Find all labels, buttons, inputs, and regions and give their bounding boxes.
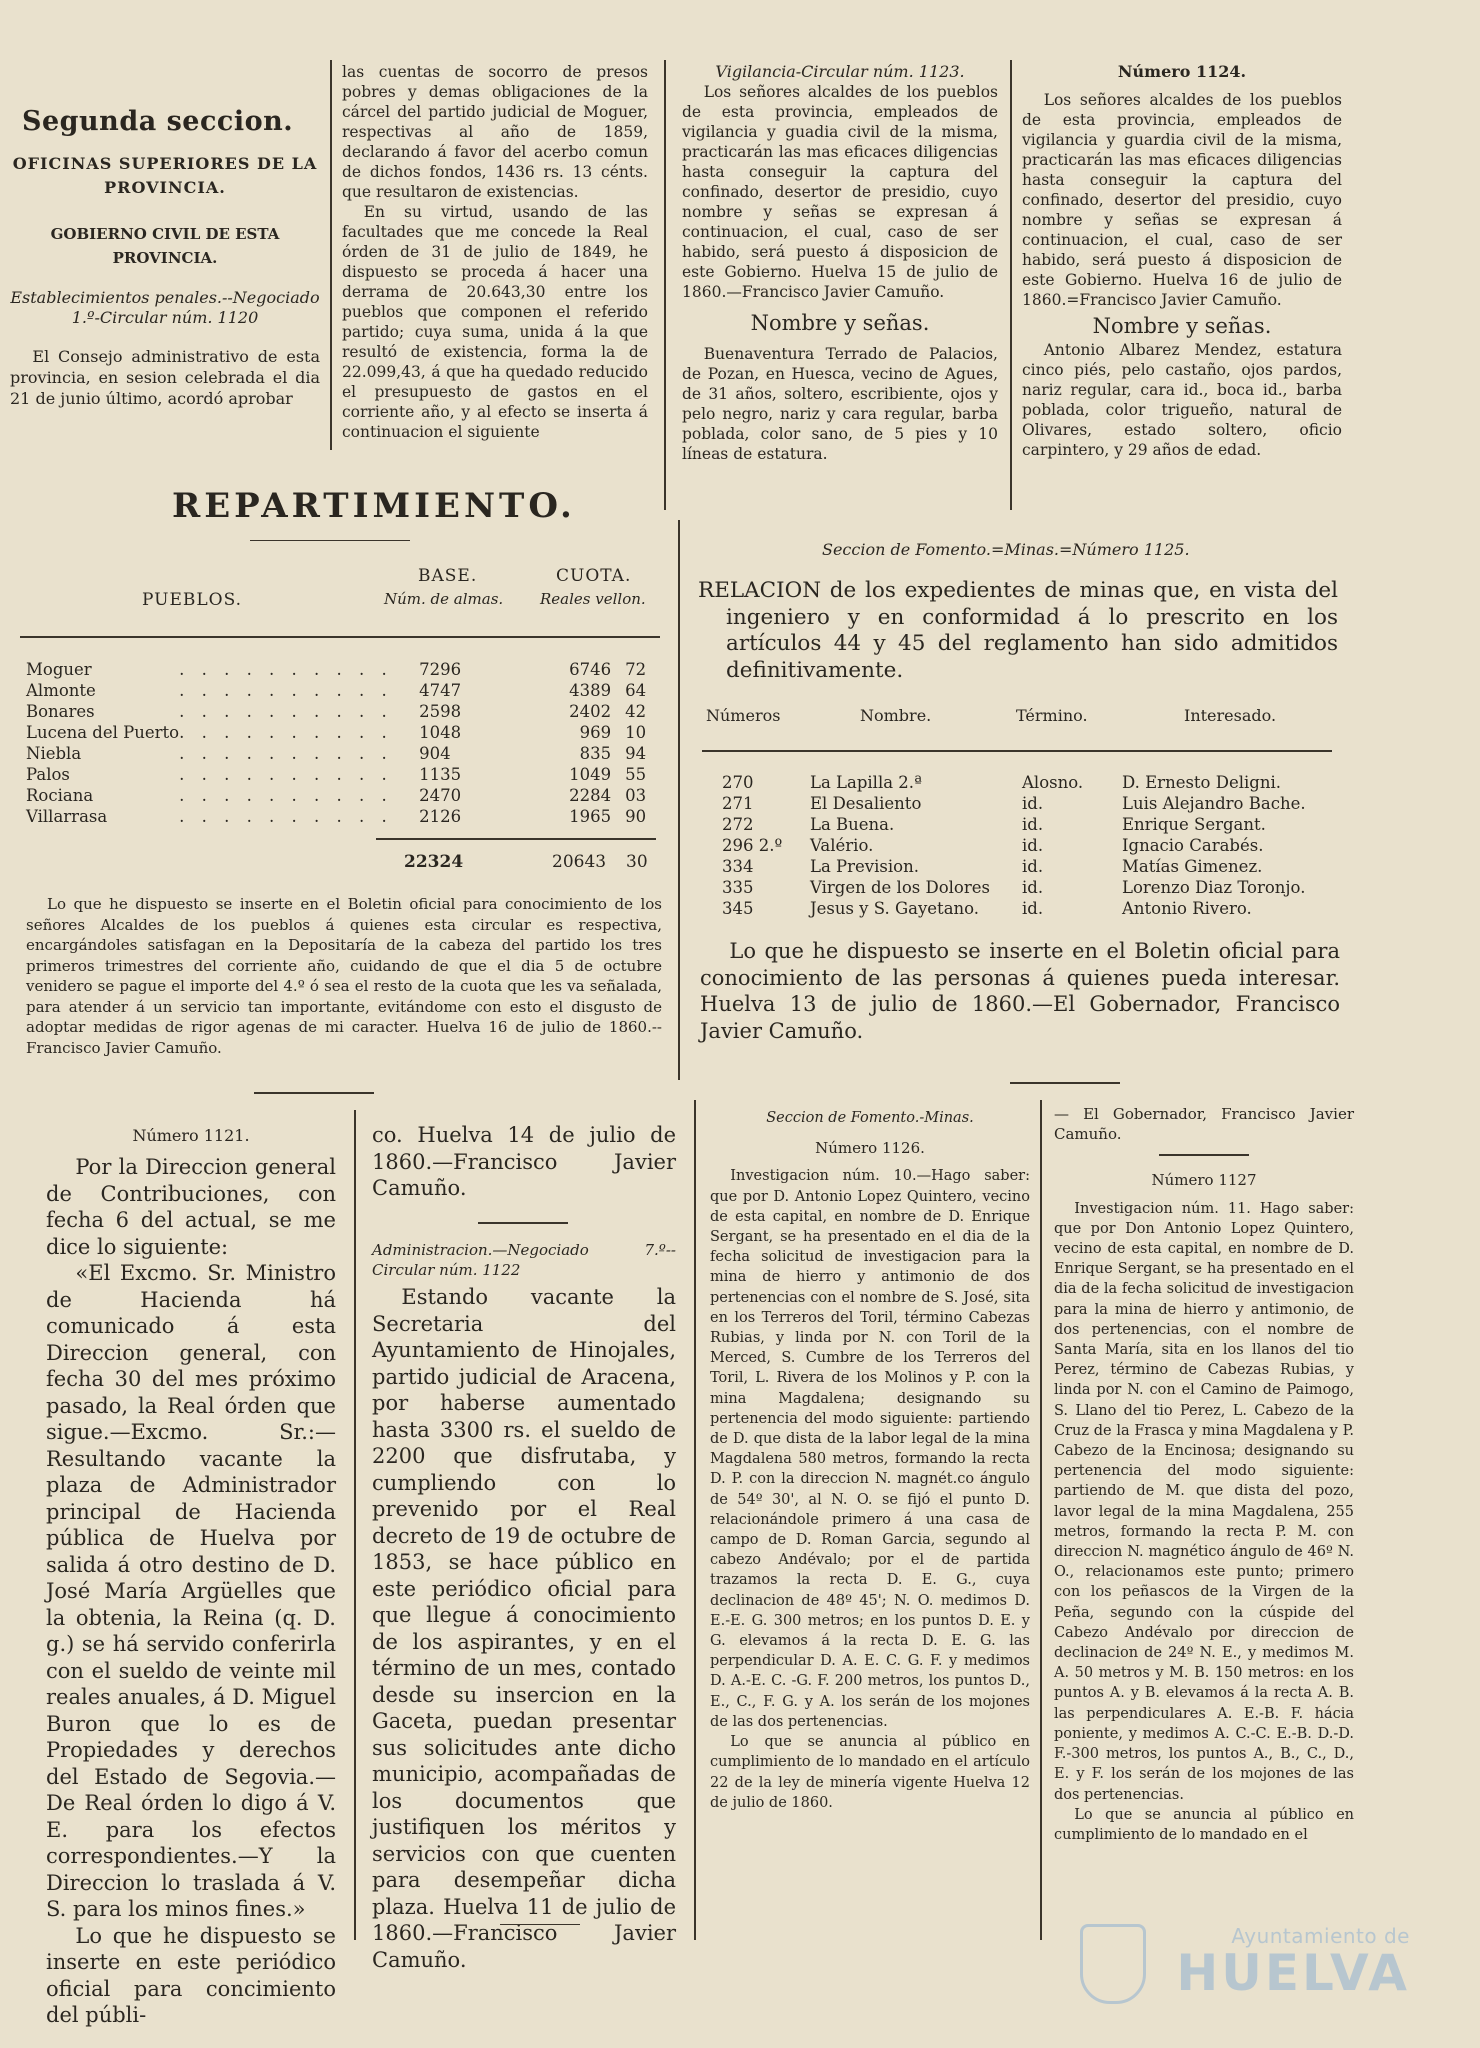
section-rule: [478, 1222, 568, 1224]
dots-cell: . . . . . . . . . .: [179, 681, 393, 700]
repartimiento-closing: [26, 894, 662, 1058]
header-base-sub: Núm. de almas.: [384, 590, 504, 608]
termino-cell: Alosno.: [1022, 773, 1084, 792]
section-title: Segunda seccion.: [22, 106, 294, 137]
numero-1121-p2: «El Excmo. Sr. Ministro de Hacienda há comunicado á esta Direccion general, con fecha 30 del mes próximo pasado, la Real órden que sigue.—Excmo. Sr.:—Resultando vacante la plaza de Administrador principal de Hacienda pública de Huelva por salida á otro destino de D. José María Argüelles que la obtenia, la Reina (q. D. g.) se há servido conferirla con el sueldo de veinte mil reales anuales, á D. Miguel Buron que lo es de Propiedades y derechos del Estado de Segovia.—De Real órden lo digo á V. E. para los efectos correspondientes.—Y la Direccion lo traslada á V. S. para los minos fines.»: [46, 1261, 336, 1921]
pueblo-cell: Bonares: [26, 702, 95, 721]
cent-cell: 64: [625, 681, 647, 700]
cent-cell: 42: [625, 702, 647, 721]
pueblo-cell: Almonte: [26, 681, 96, 700]
cuota-cell: 1049: [569, 765, 612, 784]
table-row: [722, 772, 1342, 793]
cent-cell: 94: [625, 744, 647, 763]
repartimiento-table: [26, 659, 665, 827]
relacion-title: [698, 578, 1338, 684]
termino-cell: id.: [1022, 857, 1044, 876]
header-numeros: Números: [706, 706, 781, 725]
dots-cell: . . . . . . . . . .: [179, 807, 393, 826]
segunda-seccion-block: [10, 106, 320, 409]
numero-1126-heading-2: Número 1126.: [815, 1139, 925, 1158]
header-pueblos: PUEBLOS.: [142, 590, 243, 610]
numero-1121-continuation: co. Huelva 14 de julio de 1860.—Francisco Javier Camuño.: [372, 1123, 676, 1200]
interesado-cell: Enrique Sergant.: [1122, 815, 1266, 834]
header-cuota-sub: Reales vellon.: [540, 590, 646, 608]
interesado-cell: Lorenzo Diaz Toronjo.: [1122, 878, 1306, 897]
title-underline: [250, 540, 410, 541]
termino-cell: id.: [1022, 794, 1044, 813]
column-rule: [1040, 1100, 1042, 1940]
interesado-cell: Ignacio Carabés.: [1122, 836, 1264, 855]
cuota-cell: 2284: [569, 786, 612, 805]
dots-cell: . . . . . . . . . .: [179, 744, 393, 763]
column-rule: [354, 1110, 356, 1940]
oficinas-heading: OFICINAS SUPERIORES DE LA PROVINCIA.: [12, 154, 318, 197]
circular-1122-text: Estando vacante la Secretaria del Ayuntamiento de Hinojales, partido judicial de Aracena, por haberse aumentado hasta 3300 rs. el sueldo de 2200 que disfrutaba, y cumpliendo con lo prevenido por el Real decreto de 19 de octubre de 1853, se hace público en este periódico oficial para que llegue á conocimiento de los aspirantes, y en el término de un mes, contado desde su insercion en la Gaceta, puedan presentar sus solicitudes ante dicho municipio, acompañadas de los documentos que justifiquen los méritos y servicios con que cuenten para desempeñar dicha plaza. Huelva 11 de julio de 1860.—Francisco Javier Camuño.: [372, 1285, 676, 1972]
base-cell: 1135: [419, 765, 462, 784]
watermark-line-1: Ayuntamiento de: [1231, 1924, 1410, 1948]
nombre-cell: El Desaliento: [810, 794, 922, 813]
column-rule: [330, 60, 332, 450]
table-row: [26, 743, 665, 764]
total-rule: [376, 838, 656, 840]
cent-cell: 55: [625, 765, 647, 784]
circular-1122-block: [372, 1240, 676, 1973]
termino-cell: id.: [1022, 836, 1044, 855]
cent-cell: 10: [625, 723, 647, 742]
pueblo-cell: Moguer: [26, 660, 92, 679]
numero-1127-sign: — El Gobernador, Francisco Javier Camuño.: [1054, 1105, 1354, 1144]
circular-1123-block: [682, 62, 998, 464]
header-base: BASE.: [418, 566, 478, 586]
header-rule: [20, 636, 660, 638]
circular-1122-heading: Administracion.—Negociado 7.º--Circular núm. 1122: [372, 1241, 676, 1279]
repartimiento-title: REPARTIMIENTO.: [172, 486, 576, 526]
numero-1126-p1: Investigacion núm. 10.—Hago saber: que por D. Antonio Lopez Quintero, vecino de esta capital, en nombre de D. Enrique Sergant, se ha presentado en el dia de la fecha solicitud de investigacion para la mina de hierro y antimonio de dos pertenencias con el nombre de S. José, sita en los Terreros del Toril, término Cabezas Rubias, y linda por N. con Toril de la Merced, S. Cumbre de los Terreros del Toril, L. Rivera de los Molinos y P. con la mina Magdalena; designando su pertenencia del modo siguiente: partiendo de D. que dista de la labor legal de la mina Magdalena 580 metros, formando la recta D. P. con la direccion N. magnét.co ángulo de 54º 30', al N. O. se fijó el punto D. relacionándole primero á una casa de campo de D. Roman Garcia, segundo al cabezo Andévalo; por el de partida trazamos la recta D. E. G., cuya declinacion de 48º 45'; N. O. medimos D. E.-E. G. 300 metros; en los puntos D. E. y G. elevamos á la recta D. E. G. las perpendicular D. A. E. C. G. F. y medimos D. A.-E. C. -G. F. 200 metros, los puntos D., E., C., F. G. y A. los serán de los mojones de las dos pertenencias.: [710, 1168, 1030, 1730]
cuota-cell: 1965: [569, 807, 612, 826]
termino-cell: id.: [1022, 899, 1044, 918]
dots-cell: . . . . . . . . . .: [179, 660, 393, 679]
nombre-cell: Virgen de los Dolores: [810, 878, 990, 897]
circular-1123-text: Los señores alcaldes de los pueblos de esta provincia, empleados de vigilancia y guadia civil de la misma, practicarán las mas eficaces diligencias hasta conseguir la captura del confinado, desertor de presidio, cuyo nombre y señas se expresan á continuacion, el cual, caso de ser habido, será puesto á disposicion de este Gobierno. Huelva 15 de julio de 1860.—Francisco Javier Camuño.: [682, 83, 998, 301]
base-cell: 4747: [419, 681, 462, 700]
numero-1121-block: [46, 1124, 336, 2029]
num-cell: 335: [722, 878, 754, 897]
numero-1124-block: [1022, 62, 1342, 460]
numero-1124-text: Los señores alcaldes de los pueblos de esta provincia, empleados de vigilancia y guardia civil de la misma, practicarán las mas eficaces diligencias hasta conseguir la captura del confinado, desertor del presidio, cuyo nombre y señas se expresan á continuacion, el cual, caso de ser habido, será puesto á disposicion de este Gobierno. Huelva 16 de julio de 1860.=Francisco Javier Camuño.: [1022, 91, 1342, 309]
senas-title-1123: Nombre y señas.: [750, 311, 930, 335]
table-row: [722, 814, 1342, 835]
table-row: [722, 898, 1342, 919]
pueblo-cell: Lucena del Puerto: [26, 723, 180, 742]
numero-1121-p1: Por la Direccion general de Contribuciones, con fecha 6 del actual, se me dice lo siguiente:: [46, 1155, 336, 1259]
gobierno-heading: GOBIERNO CIVIL DE ESTA PROVINCIA.: [50, 225, 280, 267]
nombre-cell: Valério.: [810, 836, 874, 855]
minas-closing: [700, 938, 1340, 1044]
interesado-cell: D. Ernesto Deligni.: [1122, 773, 1281, 792]
table-row: [722, 793, 1342, 814]
column-rule: [694, 1100, 696, 1940]
section-rule: [254, 1092, 374, 1094]
interesado-cell: Luis Alejandro Bache.: [1122, 794, 1306, 813]
virtud-paragraph: En su virtud, usando de las facultades que me concede la Real órden de 31 de julio de 1849, he dispuesto se proceda á hacer una derrama de 20.643,30 entre los pueblos que componen el referido partido; cuya suma, unida á la que resultó de existencia, forma la de 22.099,43, á que ha quedado reducido el presupuesto de gastos en el corriente año, y al efecto se inserta á continuacion el siguiente: [342, 203, 648, 441]
column-rule: [664, 60, 666, 510]
shield-icon: [1080, 1924, 1146, 2004]
section-rule: [1010, 1082, 1120, 1084]
base-cell: 7296: [419, 660, 462, 679]
interesado-cell: Antonio Rivero.: [1122, 899, 1252, 918]
total-base: 22324: [404, 852, 464, 872]
total-cuota: 20643: [552, 852, 607, 872]
numero-1121-heading: Número 1121.: [132, 1126, 250, 1145]
termino-cell: id.: [1022, 815, 1044, 834]
num-cell: 334: [722, 857, 754, 876]
cuentas-block: [342, 62, 648, 442]
base-cell: 2470: [419, 786, 462, 805]
numero-1127-heading: Número 1127: [1151, 1171, 1257, 1190]
table-row: [722, 835, 1342, 856]
nombre-cell: La Lapilla 2.ª: [810, 773, 922, 792]
interesado-cell: Matías Gimenez.: [1122, 857, 1263, 876]
column-rule: [678, 520, 680, 1080]
numero-1127-block: [1054, 1104, 1354, 1845]
minas-table: [722, 772, 1342, 919]
senas-title-1124: Nombre y señas.: [1092, 314, 1272, 338]
minas-header-rule: [702, 750, 1332, 752]
pueblo-cell: Rociana: [26, 786, 94, 805]
cent-cell: 03: [625, 786, 647, 805]
numero-1126-heading-1: Seccion de Fomento.-Minas.: [766, 1110, 974, 1126]
circular-1123-heading: Vigilancia-Circular núm. 1123.: [715, 62, 965, 81]
base-cell: 2598: [419, 702, 462, 721]
ayuntamiento-watermark: [1176, 1924, 1410, 2002]
cuota-cell: 6746: [569, 660, 612, 679]
termino-cell: id.: [1022, 878, 1044, 897]
nombre-cell: La Prevision.: [810, 857, 919, 876]
dots-cell: . . . . . . . . . .: [179, 702, 393, 721]
table-row: [26, 680, 665, 701]
total-cent: 30: [626, 852, 648, 872]
header-interesado: Interesado.: [1184, 706, 1277, 725]
num-cell: 296 2.º: [722, 836, 783, 855]
pueblo-cell: Palos: [26, 765, 70, 784]
header-nombre: Nombre.: [860, 706, 932, 725]
table-row: [26, 722, 665, 743]
header-termino: Término.: [1016, 706, 1088, 725]
table-row: [26, 764, 665, 785]
numero-1127-p2: Lo que se anuncia al público en cumplimiento de lo mandado en el: [1054, 1806, 1354, 1843]
numero-1125-heading: Seccion de Fomento.=Minas.=Número 1125.: [822, 540, 1190, 559]
pueblo-cell: Villarrasa: [26, 807, 108, 826]
continuation-block: [372, 1122, 676, 1202]
numero-1126-p2: Lo que se anuncia al público en cumplimiento de lo mandado en el artículo 22 de la ley de minería vigente Huelva 12 de julio de 1860.: [710, 1734, 1030, 1811]
numero-1121-p3: Lo que he dispuesto se inserte en este periódico oficial para concimiento del públi-: [46, 1923, 336, 2027]
base-cell: 1048: [419, 723, 462, 742]
nombre-cell: La Buena.: [810, 815, 895, 834]
dots-cell: . . . . . . . . . .: [179, 786, 393, 805]
cuentas-paragraph: las cuentas de socorro de presos pobres y demas obligaciones de la cárcel del partido judicial de Moguer, respectivas al año de 1859, declarando á favor del acerbo comun de dichos fondos, 1436 rs. 13 cénts. que resultaron de existencias.: [342, 63, 648, 201]
nombre-cell: Jesus y S. Gayetano.: [810, 899, 980, 918]
cuota-cell: 969: [579, 723, 612, 742]
pueblo-cell: Niebla: [26, 744, 82, 763]
num-cell: 272: [722, 815, 754, 834]
num-cell: 270: [722, 773, 754, 792]
table-row: [722, 856, 1342, 877]
base-cell: 904: [419, 744, 451, 763]
senas-text-1124: Antonio Albarez Mendez, estatura cinco piés, pelo castaño, ojos pardos, nariz regular, cara id., boca id., barba poblada, color trigueño, natural de Olivares, estado soltero, oficio carpintero, y 29 años de edad.: [1022, 341, 1342, 459]
num-cell: 271: [722, 794, 754, 813]
table-row: [722, 877, 1342, 898]
negociado-1120: Establecimientos penales.--Negociado 1.º-Circular núm. 1120: [10, 288, 320, 327]
dots-cell: . . . . . . . . . .: [179, 765, 393, 784]
minas-closing-text: Lo que he dispuesto se inserte en el Boletin oficial para conocimiento de las personas á quienes pueda interesar. Huelva 13 de julio de 1860.—El Gobernador, Francisco Javier Camuño.: [700, 939, 1340, 1043]
header-cuota: CUOTA.: [556, 566, 632, 586]
cent-cell: 90: [625, 807, 647, 826]
table-row: [26, 785, 665, 806]
num-cell: 345: [722, 899, 754, 918]
cuota-cell: 835: [579, 744, 612, 763]
table-row: [26, 659, 665, 680]
dots-cell: . . . . . . . . . .: [179, 723, 393, 742]
numero-1124-heading: Número 1124.: [1117, 62, 1247, 81]
cent-cell: 72: [625, 660, 647, 679]
numero-1126-block: [710, 1108, 1030, 1813]
watermark-line-2: HUELVA: [1176, 1944, 1410, 2002]
relacion-text: RELACION de los expedientes de minas que, en vista del ingeniero y en conformidad á lo prescrito en los artículos 44 y 45 del reglamento han sido admitidos definitivamente.: [698, 578, 1338, 683]
section-rule: [500, 1924, 580, 1925]
base-cell: 2126: [419, 807, 462, 826]
senas-text-1123: Buenaventura Terrado de Palacios, de Pozan, en Huesca, vecino de Agues, de 31 años, soltero, escribiente, ojos y pelo negro, nariz y cara regular, barba poblada, color sano, de 5 pies y 10 líneas de estatura.: [682, 345, 998, 463]
circular-1120-text: El Consejo administrativo de esta provincia, en sesion celebrada el dia 21 de junio último, acordó aprobar: [10, 347, 320, 408]
table-row: [26, 806, 665, 827]
numero-1127-p1: Investigacion núm. 11. Hago saber: que por Don Antonio Lopez Quintero, vecino de esta capital, en nombre de D. Enrique Sergant, se ha presentado en el dia de la fecha solicitud de investigacion para la mina de hierro y antimonio, de dos pertenencias, con el nombre de Santa María, sita en los llanos del tio Perez, término de Cabezas Rubias, y linda por N. con el Camino de Paimogo, S. Llano del tio Perez, L. Cabezo de la Cruz de la Frasca y mina Magdalena y P. Cabezo de la Encinosa; designando su pertenencia del modo siguiente: partiendo de M. que dista del pozo, lavor legal de la mina Magdalena, 255 metros, formando la recta P. M. con direccion N. magnético ángulo de 46º N. O., relacionamos este punto; primero con los peñascos de la Virgen de la Peña, segundo con la cúspide del Cabezo Andévalo por direccion de declinacion de 24º N. E., y medimos M. A. 50 metros y M. B. 150 metros: en los puntos A. y B. elevamos á la recta A. B. las perpendiculares A. E.-B. F. hácia poniente, y medimos A. C.-C. E.-B. D.-D. F.-300 metros, los puntos A., B., C., D., E. y F. los serán de los mojones de las dos pertenencias.: [1054, 1200, 1354, 1803]
column-rule: [1010, 60, 1012, 510]
sign-rule: [1159, 1154, 1249, 1156]
table-row: [26, 701, 665, 722]
cuota-cell: 4389: [569, 681, 612, 700]
repartimiento-closing-text: Lo que he dispuesto se inserte en el Boletin oficial para conocimiento de los señores Alcaldes de los pueblos á quienes esta circular es respectiva, encargándoles satisfagan en la Depositaría de la cabeza del partido los tres primeros trimestres del corriente año, cuidando de que el dia 5 de octubre venidero se pague el importe del 4.º ó sea el resto de la cuota que les va señalada, para atender á un servicio tan importante, evitándome con esto el disgusto de adoptar medidas de rigor agenas de mi caracter. Huelva 16 de julio de 1860.--Francisco Javier Camuño.: [26, 895, 662, 1057]
cuota-cell: 2402: [569, 702, 612, 721]
